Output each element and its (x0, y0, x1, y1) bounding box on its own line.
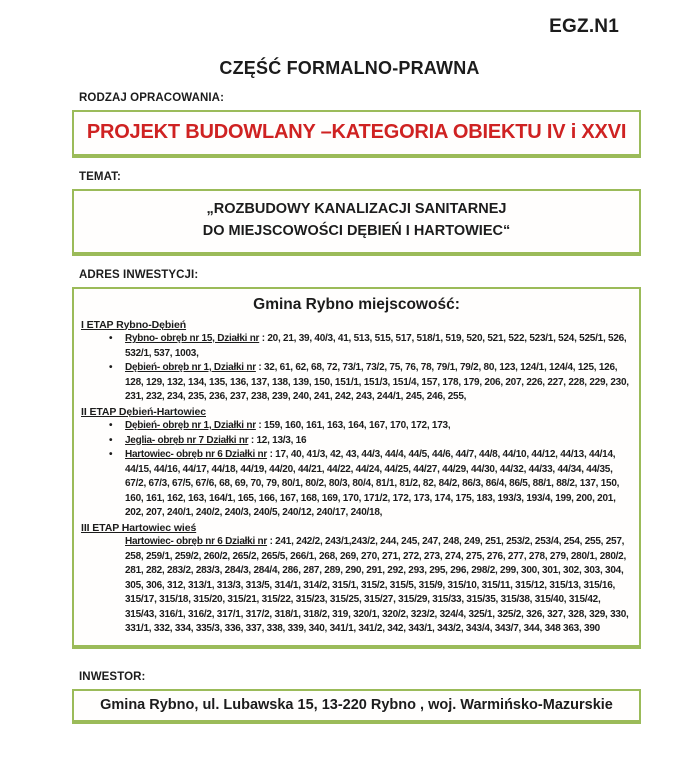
adres-inwestycji-label: ADRES INWESTYCJI: (79, 268, 199, 281)
list-item (81, 361, 632, 405)
etap-1-heading: I ETAP Rybno-Dębień (81, 318, 187, 331)
temat-box (72, 189, 641, 256)
list-item (81, 419, 632, 434)
plot-numbers: : 12, 13/3, 16 (248, 434, 307, 446)
list-item (81, 535, 632, 637)
etap-3-heading: III ETAP Hartowiec wieś (81, 521, 197, 534)
rodzaj-opracowania-label: RODZAJ OPRACOWANIA: (79, 92, 225, 104)
bullet-icon: • (109, 420, 113, 431)
etap-3-list (81, 535, 632, 637)
rodzaj-opracowania-box: PROJEKT BUDOWLANY –KATEGORIA OBIEKTU IV i XXVI (72, 110, 641, 158)
bullet-icon: • (109, 434, 113, 446)
bullet-icon: • (109, 362, 113, 373)
plot-numbers: : 159, 160, 161, 163, 164, 167, 170, 172, 173, (255, 420, 451, 431)
etap-2-heading: II ETAP Dębień-Hartowiec (81, 405, 206, 418)
plot-lead: Hartowiec- obręb nr 6 Działki nr (125, 536, 268, 547)
inwestor-box: Gmina Rybno, ul. Lubawska 15, 13-220 Rybno , woj. Warmińsko-Mazurskie (72, 689, 641, 724)
plot-numbers: : 241, 242/2, 243/1,243/2, 244, 245, 247, 248, 249, 251, 253/2, 253/4, 254, 255, 257, 258, 259/1, 259/2, 260/2, 265/2, 265/5, 266/1, 268, 269, 270, 271, 272, 273, 274, 275, 276, 277, 278, 279, 280/1, 280/2, 281, 282, 283/2, 283/3, 284/3, 284/4, 286, 287, 289, 290, 291, 292, 293, 295, 296, 298/2, 299, 300, 301, 302, 303, 304, 305, 306, 312, 313/1, 313/3, 313/5, 314/1, 314/2, 315/1, 315/2, 315/5, 315/9, 315/10, 315/11, 315/12, 315/13, 315/16, 315/17, 315/18, 315/20, 315/21, 315/22, 315/23, 315/25, 315/27, 315/29, 315/33, 315/35, 315/38, 315/40, 315/42, 315/43, 316/1, 316/2, 317/1, 317/2, 318/1, 318/2, 319, 320/1, 320/2, 323/2, 324/4, 325/1, 325/2, 326, 327, 328, 329, 330, 331/1, 332, 334, 335/3, 336, 337, 338, 339, 340, 341/1, 341/2, 342, 343/1, 343/2, 343/4, 343/7, 344, 348 363, 390 (125, 536, 629, 634)
gmina-heading: Gmina Rybno miejscowość: (253, 295, 460, 313)
plot-lead: Rybno- obręb nr 15, Działki nr (125, 333, 260, 344)
plot-lead: Dębień- obręb nr 1, Działki nr (125, 420, 256, 431)
list-item (81, 434, 632, 449)
list-item (81, 332, 632, 361)
plot-numbers: : 32, 61, 62, 68, 72, 73/1, 73/2, 75, 76, 78, 79/1, 79/2, 80, 123, 124/1, 124/4, 125, 126, 128, 129, 132, 134, 135, 136, 137, 138, 139, 150, 151/1, 151/3, 151/4, 157, 178, 179, 206, 207, 226, 227, 228, 229, 230, 231, 232, 234, 235, 236, 237, 238, 239, 240, 241, 242, 243, 244/1, 245, 246, 255, (125, 362, 629, 402)
inwestor-label: INWESTOR: (79, 670, 146, 683)
plot-numbers: : 17, 40, 41/3, 42, 43, 44/3, 44/4, 44/5, 44/6, 44/7, 44/8, 44/10, 44/12, 44/13, 44/14, 44/15, 44/16, 44/17, 44/18, 44/19, 44/20, 44/21, 44/22, 44/24, 44/25, 44/27, 44/29, 44/30, 44/32, 44/33, 44/34, 44/35, 67/2, 67/3, 67/5, 67/6, 68, 69, 70, 79, 80/1, 80/2, 80/3, 80/4, 81/1, 81/2, 82, 84/2, 86/3, 86/4, 86/5, 88/1, 88/2, 137, 150, 160, 161, 162, 163, 164/1, 165, 166, 167, 168, 169, 170, 171/2, 172, 173, 174, 175, 183, 193/3, 193/4, 199, 200, 201, 202, 207, 240/1, 240/2, 240/3, 240/5, 240/12, 240/17, 240/18, (125, 449, 620, 518)
etap-1-list (81, 332, 632, 405)
page-title: CZĘŚĆ FORMALNO-PRAWNA (219, 58, 480, 78)
temat-line-2: DO MIEJSCOWOŚCI DĘBIEŃ I HARTOWIEC“ (202, 222, 511, 239)
plot-lead: Hartowiec- obręb nr 6 Działki nr (125, 449, 268, 460)
list-item (81, 448, 632, 521)
etap-2-list (81, 419, 632, 521)
copy-number: EGZ.N1 (549, 16, 619, 37)
plot-lead: Jeglia- obręb nr 7 Działki nr (125, 434, 249, 446)
temat-label: TEMAT: (79, 171, 121, 183)
document-content (72, 92, 641, 724)
bullet-icon: • (109, 333, 113, 344)
plot-lead: Dębień- obręb nr 1, Działki nr (125, 362, 256, 373)
temat-line-1: „ROZBUDOWY KANALIZACJI SANITARNEJ (206, 201, 507, 217)
adres-inwestycji-box (72, 287, 641, 649)
bullet-icon: • (109, 449, 113, 460)
plot-numbers: : 20, 21, 39, 40/3, 41, 513, 515, 517, 518/1, 519, 520, 521, 522, 523/1, 524, 525/1, 526, 532/1, 537, 1003, (125, 333, 627, 359)
